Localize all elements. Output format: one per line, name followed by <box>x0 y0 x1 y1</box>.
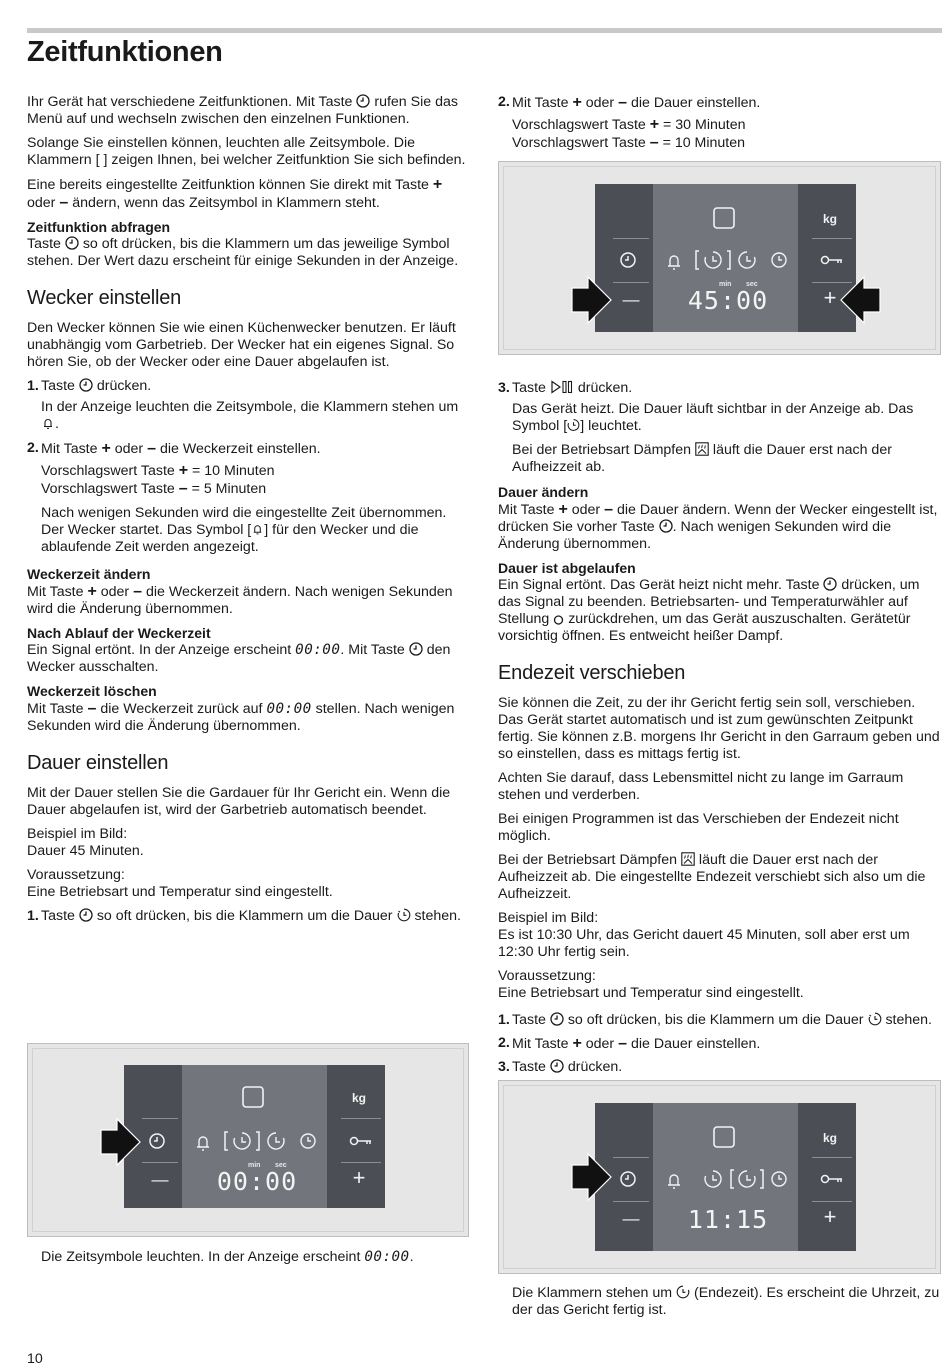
weckerzeit-loeschen-heading: Weckerzeit löschen <box>27 683 157 699</box>
endezeit-heading: Endezeit verschieben <box>498 662 686 684</box>
query-heading: Zeitfunktion abfragen <box>27 219 171 235</box>
left-column <box>27 94 472 929</box>
intro-paragraph-2: Solange Sie einstellen können, leuchten alle Zeitsymbole. Die Klammern [ ] zeigen Ihnen, bei welcher Zeitfunktion Sie sich befinden. <box>27 135 466 168</box>
clock-icon <box>79 908 93 922</box>
dauer-aendern-paragraph: Mit Taste + oder – die Dauer ändern. Wenn der Wecker eingestellt ist, drücken Sie vorher Taste . Nach wenigen Sekunden wird die Änderung übernommen. <box>498 501 938 552</box>
sec-label: sec <box>275 1162 287 1169</box>
clock-icon <box>356 94 370 108</box>
minus-icon: – <box>604 501 614 518</box>
endezeit-paragraph-3: Bei einigen Programmen ist das Verschieben der Endezeit nicht möglich. <box>498 811 899 844</box>
time-symbols-row <box>192 1129 322 1153</box>
dauer-heading: Dauer einstellen <box>27 752 169 774</box>
bell-icon <box>41 416 55 430</box>
arrow-pointer-icon <box>100 1118 142 1166</box>
steam-mode-icon <box>695 442 709 456</box>
plus-icon: + <box>572 94 582 111</box>
endezeit-step-2: 2. Mit Taste + oder – die Dauer einstellen. <box>498 1035 761 1052</box>
key-icon <box>820 1173 844 1185</box>
duration-icon <box>397 908 411 922</box>
clock-icon <box>550 1059 564 1073</box>
minus-icon: – <box>133 583 143 600</box>
endezeit-step-1: 1. Taste so oft drücken, bis die Klammern um die Dauer stehen. <box>498 1012 932 1028</box>
key-icon <box>820 254 844 266</box>
plus-icon: + <box>178 462 189 479</box>
minus-key-icon: — <box>622 1209 640 1228</box>
square-icon <box>713 207 735 229</box>
start-pause-icon <box>550 380 574 394</box>
query-paragraph: Taste so oft drücken, bis die Klammern um das jeweilige Symbol stehen. Der Wert dazu erscheint für einige Sekunden in der Anzeige. <box>27 236 459 269</box>
minus-icon: – <box>147 440 157 457</box>
weckerzeit-loeschen-paragraph: Mit Taste – die Weckerzeit zurück auf 00:00 stellen. Nach wenigen Sekunden wird die Änderung übernommen. <box>27 700 455 734</box>
minus-icon: – <box>618 94 628 111</box>
dauer-precondition-label: Voraussetzung: <box>27 867 125 883</box>
clock-icon <box>148 1132 166 1150</box>
steam-mode-icon <box>681 852 695 866</box>
control-panel <box>124 1065 385 1208</box>
minus-icon: – <box>178 480 188 497</box>
minus-icon: – <box>618 1035 628 1052</box>
min-label: min <box>719 281 732 288</box>
clock-icon <box>79 378 93 392</box>
control-panel <box>595 184 856 332</box>
square-icon <box>242 1086 264 1108</box>
display-value: 00:00 <box>295 642 341 658</box>
page-title: Zeitfunktionen <box>27 36 223 68</box>
arrow-pointer-left-icon <box>571 276 613 324</box>
plus-icon: + <box>87 583 97 600</box>
plus-icon: + <box>101 440 111 457</box>
minus-key-icon: — <box>151 1170 169 1189</box>
dauer-aendern-heading: Dauer ändern <box>498 484 589 500</box>
minus-icon: – <box>59 194 69 211</box>
wecker-suggestion-minus: Vorschlagswert Taste – = 5 Minuten <box>41 480 267 497</box>
endezeit-example-label: Beispiel im Bild: <box>498 910 599 926</box>
duration-icon <box>868 1012 882 1026</box>
plus-key-icon: + <box>352 1165 366 1190</box>
dauer-step-3-result: Das Gerät heizt. Die Dauer läuft sichtbar in der Anzeige ab. Das Symbol [ ] leuchtet. <box>512 401 914 434</box>
plus-key-icon: + <box>823 1204 837 1229</box>
dauer-precondition-value: Eine Betriebsart und Temperatur sind eingestellt. <box>27 884 333 900</box>
clock-icon <box>619 251 637 269</box>
weight-label: kg <box>822 212 837 226</box>
weckerzeit-aendern-paragraph: Mit Taste + oder – die Weckerzeit ändern. Nach wenigen Sekunden wird die Änderung übernommen. <box>27 583 453 617</box>
arrow-pointer-right-icon <box>839 276 881 324</box>
endezeit-precondition-value: Eine Betriebsart und Temperatur sind eingestellt. <box>498 985 804 1001</box>
time-symbols-row <box>663 248 793 272</box>
wecker-step-2-result: Nach wenigen Sekunden wird die eingestellte Zeit übernommen. Der Wecker startet. Das Symbol [ ] für den Wecker und die ablaufende Zeit werden angezeigt. <box>41 505 447 555</box>
dauer-step-1: 1. Taste so oft drücken, bis die Klammern um die Dauer stehen. <box>27 908 461 924</box>
dauer-example-value: Dauer 45 Minuten. <box>27 843 144 859</box>
nach-ablauf-heading: Nach Ablauf der Weckerzeit <box>27 625 211 641</box>
wecker-suggestion-plus: Vorschlagswert Taste + = 10 Minuten <box>41 462 275 479</box>
page-number: 10 <box>27 1351 43 1367</box>
display-readout: 00:00 <box>216 1167 298 1196</box>
endezeit-paragraph-2: Achten Sie darauf, dass Lebensmittel nicht zu lange im Garraum stehen und verderben. <box>498 770 904 803</box>
dauer-abgelaufen-paragraph: Ein Signal ertönt. Das Gerät heizt nicht mehr. Taste drücken, um das Signal zu beenden. Betriebsarten- und Temperaturwähler auf Stellung zurückdrehen, um das Gerät auszuschalten. Gerätetür vorsichtig öffnen. Es entweicht heißer Dampf. <box>498 577 920 644</box>
duration-icon <box>567 418 580 432</box>
dauer-abgelaufen-heading: Dauer ist abgelaufen <box>498 560 636 576</box>
plus-icon: + <box>432 176 443 193</box>
time-symbols-row <box>663 1167 793 1191</box>
display-value: 00:00 <box>364 1249 410 1265</box>
weight-label: kg <box>822 1131 837 1145</box>
nach-ablauf-paragraph: Ein Signal ertönt. In der Anzeige erscheint 00:00. Mit Taste den Wecker ausschalten. <box>27 642 451 675</box>
minus-key-icon: — <box>622 290 640 309</box>
min-label: min <box>248 1162 261 1169</box>
end-time-icon <box>676 1285 690 1299</box>
weight-label: kg <box>351 1091 366 1105</box>
key-icon <box>349 1135 373 1147</box>
plus-icon: + <box>649 116 660 133</box>
weckerzeit-aendern-heading: Weckerzeit ändern <box>27 566 151 582</box>
arrow-pointer-icon <box>571 1153 613 1201</box>
top-rule <box>27 28 942 33</box>
endezeit-step-3: 3. Taste drücken. <box>498 1059 623 1075</box>
endezeit-example-value: Es ist 10:30 Uhr, das Gericht dauert 45 Minuten, soll aber erst um 12:30 Uhr fertig sein. <box>498 927 910 960</box>
minus-icon: – <box>649 134 659 151</box>
wecker-step-1: 1. Taste drücken. <box>27 378 152 394</box>
plus-key-icon: + <box>823 285 837 310</box>
wecker-heading: Wecker einstellen <box>27 287 182 309</box>
control-panel <box>595 1103 856 1251</box>
figure-dauer-start-caption: Die Zeitsymbole leuchten. In der Anzeige erscheint 00:00. <box>41 1249 414 1265</box>
clock-icon <box>65 236 79 250</box>
wecker-step-2: 2. Mit Taste + oder – die Weckerzeit einstellen. <box>27 440 321 457</box>
intro-paragraph-3: Eine bereits eingestellte Zeitfunktion können Sie direkt mit Taste + oder – ändern, wenn das Zeitsymbol in Klammern steht. <box>27 176 443 211</box>
sec-label: sec <box>746 281 758 288</box>
endezeit-precondition-label: Voraussetzung: <box>498 968 596 984</box>
wecker-step-1-result: In der Anzeige leuchten die Zeitsymbole, die Klammern stehen um . <box>41 399 459 432</box>
plus-icon: + <box>572 1035 582 1052</box>
clock-icon <box>550 1012 564 1026</box>
square-icon <box>713 1126 735 1148</box>
display-value: 00:00 <box>266 701 312 717</box>
off-position-icon <box>553 613 564 625</box>
dauer-example-label: Beispiel im Bild: <box>27 826 128 842</box>
minus-icon: – <box>87 700 97 717</box>
clock-icon <box>409 642 423 656</box>
dauer-step-3: 3. Taste drücken. <box>498 380 633 396</box>
intro-paragraph-1: Ihr Gerät hat verschiedene Zeitfunktionen. Mit Taste rufen Sie das Menü auf und wechseln zwischen den einzelnen Funktionen. <box>27 94 458 127</box>
plus-icon: + <box>558 501 568 518</box>
clock-icon <box>619 1170 637 1188</box>
dauer-suggestion-minus: Vorschlagswert Taste – = 10 Minuten <box>512 134 746 151</box>
display-readout: 11:15 <box>687 1205 769 1234</box>
clock-icon <box>823 577 837 591</box>
clock-icon <box>659 519 673 533</box>
figure-endezeit-caption: Die Klammern stehen um (Endezeit). Es erscheint die Uhrzeit, zu der das Gericht fertig ist. <box>512 1285 940 1318</box>
wecker-intro: Den Wecker können Sie wie einen Küchenwecker benutzen. Er läuft unabhängig vom Garbetrieb. Der Wecker hat ein eigenes Signal. So hören Sie, ob der Wecker oder eine Dauer abgelaufen ist. <box>27 320 456 370</box>
dauer-suggestion-plus: Vorschlagswert Taste + = 30 Minuten <box>512 116 746 133</box>
figure-dauer-set <box>498 161 941 355</box>
endezeit-paragraph-4: Bei der Betriebsart Dämpfen läuft die Dauer erst nach der Aufheizzeit ab. Die eingestellte Endezeit verschiebt sich also um die Aufheizzeit. <box>498 852 926 902</box>
dauer-intro: Mit der Dauer stellen Sie die Gardauer für Ihr Gericht ein. Wenn die Dauer abgelaufen ist, wird der Garbetrieb automatisch beendet. <box>27 785 451 818</box>
bell-icon <box>251 522 264 536</box>
figure-endezeit <box>498 1080 941 1274</box>
dauer-step-2: 2. Mit Taste + oder – die Dauer einstellen. <box>498 94 761 111</box>
display-readout: 45:00 <box>687 286 769 315</box>
figure-dauer-start <box>27 1043 469 1237</box>
endezeit-paragraph-1: Sie können die Zeit, zu der ihr Gericht fertig sein soll, verschieben. Das Gerät startet automatisch und ist zum gewünschten Zeitpunkt fertig. Sie können z.B. morgens Ihr Gericht in den Garraum geben und so einstellen, dass es mittags fertig ist. <box>498 695 940 762</box>
dauer-step-3-steam-note: Bei der Betriebsart Dämpfen läuft die Dauer erst nach der Aufheizzeit ab. <box>512 442 892 475</box>
